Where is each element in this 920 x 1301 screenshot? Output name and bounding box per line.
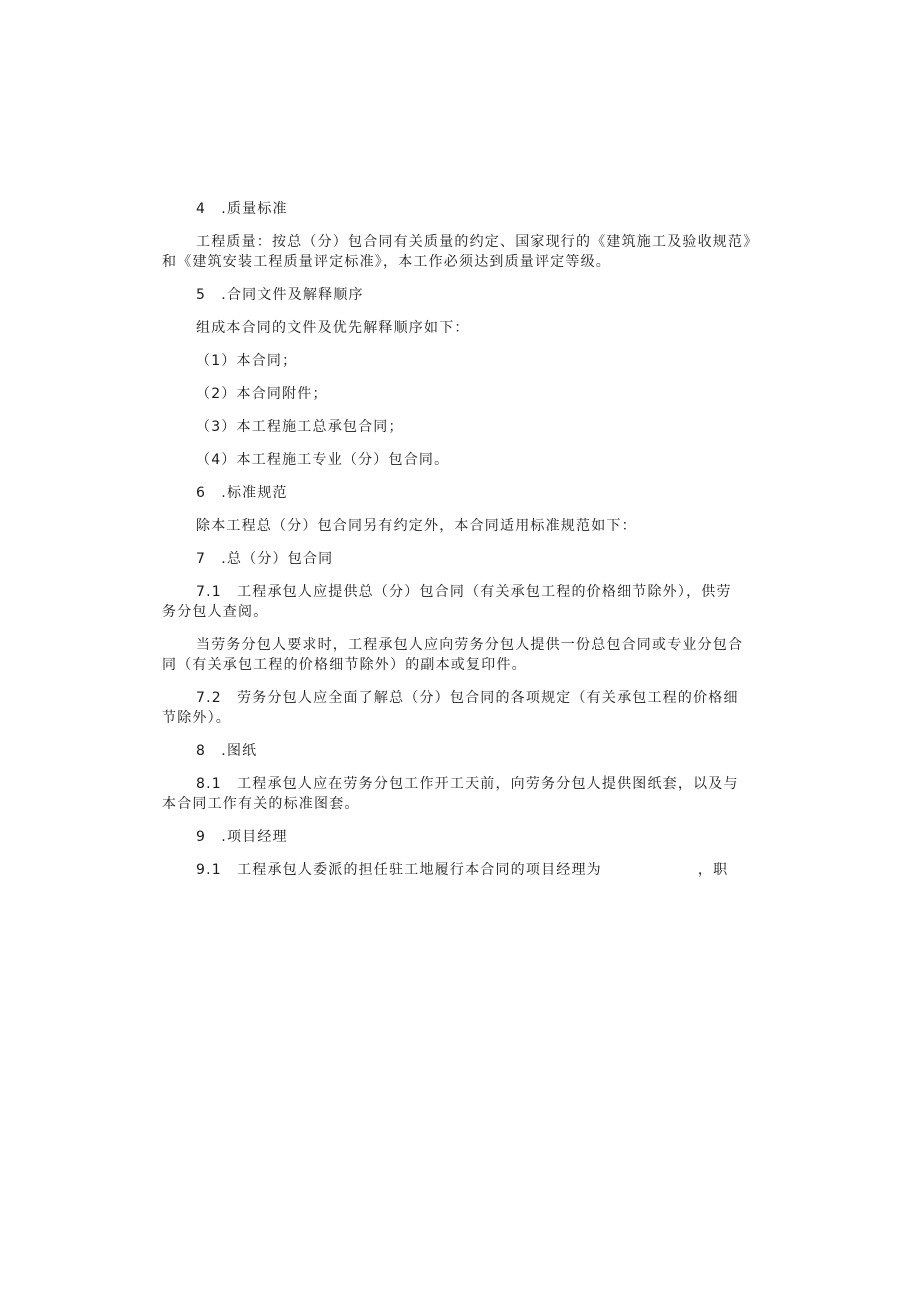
clause-7-2-line-2: 节除外）。 [162, 710, 231, 726]
section-4-paragraph-line-1: 工程质量：按总（分）包合同有关质量的约定、国家现行的《建筑施工及验收规范》 [196, 234, 759, 250]
section-5-heading: 5 .合同文件及解释顺序 [196, 287, 364, 303]
clause-8-1-line-2: 本合同工作有关的标准图套。 [162, 796, 360, 812]
section-6-heading: 6 .标准规范 [196, 485, 288, 501]
clause-9-1-suffix: ，职 [697, 862, 729, 878]
clause-7-2-line-1: 7.2 劳务分包人应全面了解总（分）包合同的各项规定（有关承包工程的价格细 [196, 690, 739, 706]
clause-9-1-line-1 [162, 860, 752, 880]
section-9-heading: 9 .项目经理 [196, 829, 288, 845]
section-5-item-1: （1）本合同； [196, 353, 298, 369]
clause-7-1-line-2: 务分包人查阅。 [162, 604, 269, 620]
clause-8-1-line-1: 8.1 工程承包人应在劳务分包工作开工天前，向劳务分包人提供图纸套，以及与 [196, 776, 739, 792]
document-body [162, 199, 759, 880]
clause-7-1-line-1: 7.1 工程承包人应提供总（分）包合同（有关承包工程的价格细节除外），供劳 [196, 584, 732, 600]
section-5-item-2: （2）本合同附件； [196, 386, 328, 402]
clause-9-1-text: 9.1 工程承包人委派的担任驻工地履行本合同的项目经理为 [196, 862, 602, 878]
section-5-item-3: （3）本工程施工总承包合同； [196, 419, 404, 435]
clause-7-1-paragraph-2-line-2: 同（有关承包工程的价格细节除外）的副本或复印件。 [162, 657, 527, 673]
section-4-heading: 4 .质量标准 [196, 201, 288, 217]
section-5-paragraph: 组成本合同的文件及优先解释顺序如下： [196, 320, 470, 336]
clause-7-1-paragraph-2-line-1: 当劳务分包人要求时，工程承包人应向劳务分包人提供一份总包合同或专业分包合 [196, 637, 744, 653]
section-6-paragraph: 除本工程总（分）包合同另有约定外，本合同适用标准规范如下： [196, 518, 637, 534]
section-4-paragraph-line-2: 和《建筑安装工程质量评定标准》，本工作必须达到质量评定等级。 [162, 254, 611, 270]
section-8-heading: 8 .图纸 [196, 743, 258, 759]
section-5-item-4: （4）本工程施工专业（分）包合同。 [196, 452, 450, 468]
section-7-heading: 7 .总（分）包合同 [196, 551, 334, 567]
